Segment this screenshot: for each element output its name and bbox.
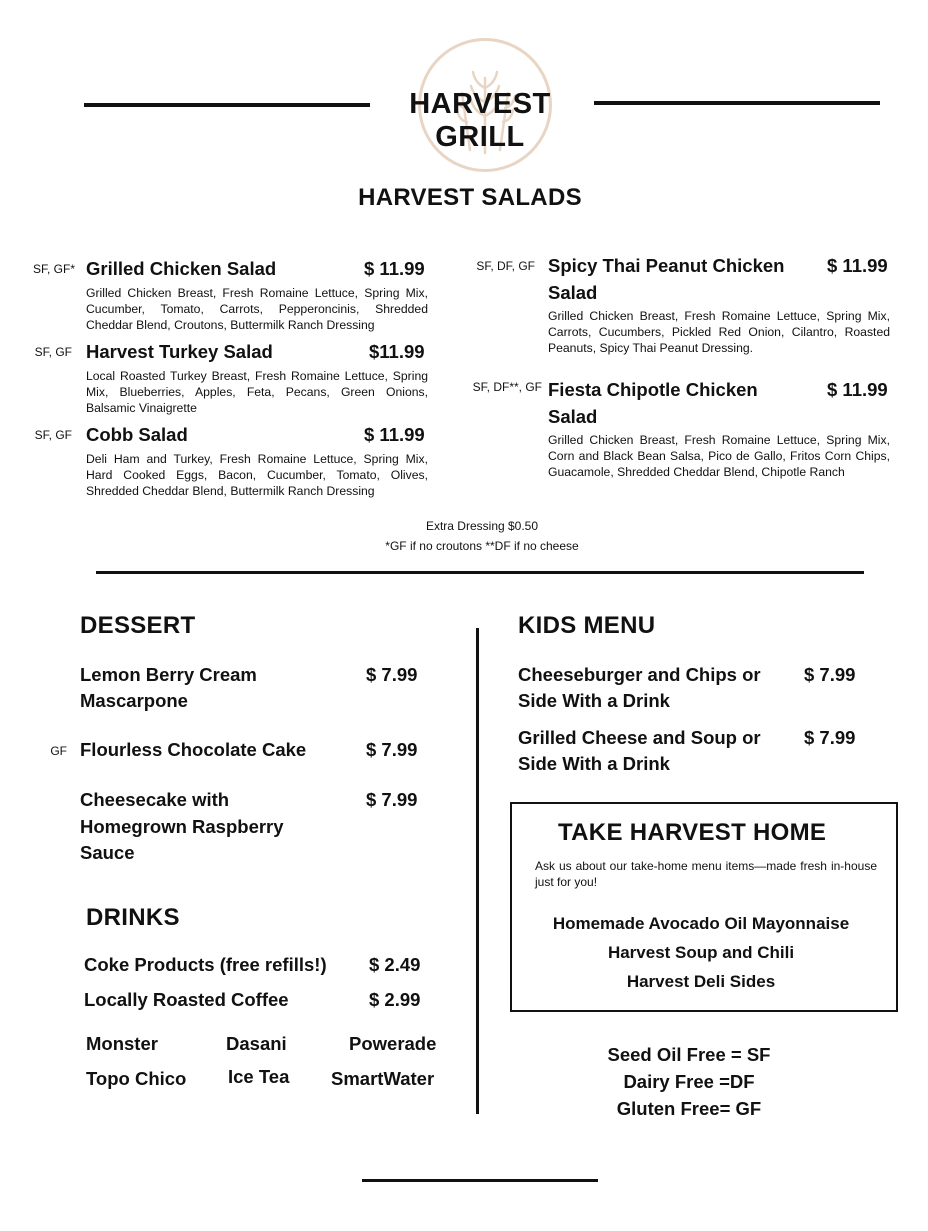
drink-option: Dasani: [226, 1033, 287, 1054]
dessert-price: $ 7.99: [366, 739, 418, 760]
drink-name: Coke Products (free refills!): [84, 954, 327, 975]
salad-tag: SF, GF: [34, 345, 72, 359]
dessert-item-name: Mascarpone: [80, 690, 188, 711]
kids-price: $ 7.99: [804, 664, 856, 685]
take-home-item: Harvest Deli Sides: [626, 972, 776, 991]
dessert-tag: GF: [50, 744, 67, 758]
take-home-item: Homemade Avocado Oil Mayonnaise: [552, 914, 850, 933]
salad-name: Fiesta Chipotle Chicken: [548, 379, 758, 400]
column-divider: [476, 628, 479, 1114]
kids-menu-title: KIDS MENU: [518, 612, 656, 639]
salad-price: $ 11.99: [827, 379, 888, 400]
salads-title: HARVEST SALADS: [358, 184, 582, 211]
salad-name: Grilled Chicken Salad: [86, 258, 277, 279]
drink-price: $ 2.49: [369, 954, 421, 975]
footer-rule: [362, 1179, 598, 1182]
take-home-title: TAKE HARVEST HOME: [558, 819, 827, 846]
salad-description: Grilled Chicken Breast, Fresh Romaine Lettuce, Spring Mix, Corn and Black Bean Salsa, Pico de Gallo, Fritos Corn Chips, Guacamole, Shredded Cheddar Blend, Chipotle Ranch: [548, 433, 890, 479]
legend-seed-oil-free: Seed Oil Free = SF: [607, 1044, 771, 1065]
drinks-title: DRINKS: [86, 904, 180, 931]
salad-price: $11.99: [369, 341, 425, 362]
legend-gluten-free: Gluten Free= GF: [616, 1098, 762, 1119]
kids-price: $ 7.99: [804, 727, 856, 748]
drink-option: Monster: [86, 1033, 158, 1054]
dessert-title: DESSERT: [80, 612, 196, 639]
salad-name: Cobb Salad: [86, 424, 188, 445]
salad-price: $ 11.99: [827, 255, 888, 276]
drink-option: Ice Tea: [228, 1066, 290, 1087]
salad-tag: SF, DF, GF: [476, 259, 535, 273]
salad-description: Grilled Chicken Breast, Fresh Romaine Lettuce, Spring Mix, Carrots, Cucumbers, Pickled Red Onion, Cilantro, Roasted Peanuts, Spicy Thai Peanut Dressing.: [548, 309, 890, 355]
kids-item-name: Side With a Drink: [518, 690, 670, 711]
drink-price: $ 2.99: [369, 989, 421, 1010]
dessert-item-name: Cheesecake with: [80, 789, 230, 810]
salad-description: Deli Ham and Turkey, Fresh Romaine Lettuce, Spring Mix, Hard Cooked Eggs, Bacon, Cucumber, Tomato, Olives, Shredded Cheddar Blend, Buttermilk Ranch Dressing: [86, 452, 428, 498]
dessert-item-name: Lemon Berry Cream: [80, 664, 257, 685]
salad-name: Spicy Thai Peanut Chicken: [548, 255, 785, 276]
dessert-item-name: Flourless Chocolate Cake: [80, 739, 307, 760]
brand-name: HARVEST GRILL: [409, 88, 551, 153]
take-home-item: Harvest Soup and Chili: [607, 943, 795, 962]
salad-name: Harvest Turkey Salad: [86, 341, 273, 362]
dessert-item-name: Homegrown Raspberry: [80, 816, 284, 837]
drink-name: Locally Roasted Coffee: [84, 989, 289, 1010]
salad-tag: SF, DF**, GF: [472, 380, 542, 394]
salad-name: Salad: [548, 282, 598, 303]
take-home-intro: Ask us about our take-home menu items—made fresh in-house just for you!: [535, 859, 877, 889]
section-divider: [96, 571, 864, 574]
extra-dressing-note: Extra Dressing $0.50: [425, 519, 539, 533]
salad-description: Local Roasted Turkey Breast, Fresh Romaine Lettuce, Spring Mix, Blueberries, Apples, Feta, Pecans, Green Onions, Balsamic Vinaigrette: [86, 369, 428, 415]
salad-description: Grilled Chicken Breast, Fresh Romaine Lettuce, Spring Mix, Cucumber, Tomato, Carrots, Pepperoncinis, Shredded Cheddar Blend, Croutons, Buttermilk Ranch Dressing: [86, 286, 428, 332]
dietary-footnote: *GF if no croutons **DF if no cheese: [385, 539, 579, 553]
dessert-price: $ 7.99: [366, 789, 418, 810]
drink-option: Powerade: [349, 1033, 437, 1054]
dessert-item-name: Sauce: [80, 842, 135, 863]
salad-tag: SF, GF*: [32, 262, 75, 276]
legend-dairy-free: Dairy Free =DF: [623, 1071, 755, 1092]
kids-item-name: Grilled Cheese and Soup or: [518, 727, 761, 748]
header-rule-right: [594, 101, 880, 105]
salad-price: $ 11.99: [364, 258, 425, 279]
salad-tag: SF, GF: [34, 428, 72, 442]
kids-item-name: Side With a Drink: [518, 753, 670, 774]
header-rule-left: [84, 103, 370, 107]
dessert-price: $ 7.99: [366, 664, 418, 685]
drink-option: Topo Chico: [86, 1068, 187, 1089]
drink-option: SmartWater: [331, 1068, 435, 1089]
salad-price: $ 11.99: [364, 424, 425, 445]
salad-name: Salad: [548, 406, 598, 427]
kids-item-name: Cheeseburger and Chips or: [518, 664, 761, 685]
